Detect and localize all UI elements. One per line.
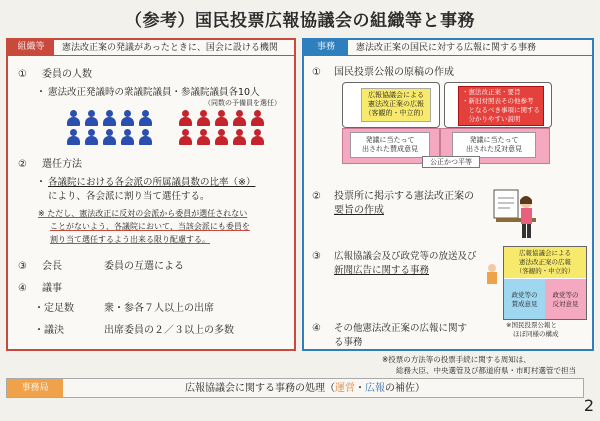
poster-caption-2: ほぼ同様の構成 xyxy=(513,330,559,338)
organization-tag: 組織等 xyxy=(8,40,54,55)
poster-caption-1: ※国民投票公報と xyxy=(506,321,557,329)
voter-illustration-icon xyxy=(492,188,540,240)
poster-oppose-section: 政党等の 反対意見 xyxy=(545,279,586,319)
section-2-line-1: 各議院における各会派の所属議員数の比率（※） xyxy=(48,177,256,188)
organization-header xyxy=(8,40,294,56)
quorum-label: ・定足数 xyxy=(34,303,74,314)
duty-1-text: 国民投票公報の原稿の作成 xyxy=(334,67,454,78)
duty-4-line-2: る事務 xyxy=(334,337,363,348)
duty-1-number: ① xyxy=(312,67,321,78)
duty-3-line-1: 広報協議会及び政党等の放送及び xyxy=(334,251,477,262)
page-number: 2 xyxy=(583,396,594,415)
amendment-summary-box: ・憲法改正案・要旨 ・新旧対照表その他参考 となるべき事項に関する 分かりやすい説明 xyxy=(458,86,544,126)
poster-support-section: 政党等の 賛成意見 xyxy=(504,279,545,319)
duty-2-line-2: 要旨の作成 xyxy=(334,205,384,216)
opposing-opinion-box: 発議に当たって 出された反対意見 xyxy=(452,132,536,158)
organization-panel xyxy=(6,38,296,351)
broadcast-icon xyxy=(482,262,502,288)
section-4-label: 議事 xyxy=(42,283,62,294)
section-1-bullet: ・ xyxy=(36,87,46,98)
organization-header-text: 憲法改正案の発議があったときに、国会に設ける機関 xyxy=(62,43,278,53)
secretariat-text: 広報協議会に関する事務の処理（運営・広報の補佐） xyxy=(185,383,425,394)
supporting-opinion-box: 発議に当たって 出された賛成意見 xyxy=(350,132,430,158)
resolution-text: 出席委員の２／３以上の多数 xyxy=(104,325,234,336)
section-2-number: ② xyxy=(18,159,27,170)
section-2-note-3: 割り当て選任するよう出来る限り配慮する。 xyxy=(50,235,210,244)
section-1-note: （同数の予備員を選任） xyxy=(204,99,281,107)
duty-3-line-2: 新聞広告に関する事務 xyxy=(334,265,430,276)
footnote-line-2: 総務大臣、中央選管及び都道府県・市町村選管で担当 xyxy=(396,366,576,375)
quorum-text: 衆・参各７人以上の出席 xyxy=(104,303,214,314)
resolution-label: ・議決 xyxy=(34,325,64,336)
duty-2-line-1: 投票所に掲示する憲法改正案の xyxy=(334,191,474,202)
poster-council-section: 広報協議会による 憲法改正案の広報 （客観的・中立的） xyxy=(504,247,586,278)
section-1-title: 委員の人数 xyxy=(42,69,92,80)
lower-house-members-icon xyxy=(66,110,166,150)
secretariat-tag: 事務局 xyxy=(7,379,63,397)
section-4-number: ④ xyxy=(18,283,27,294)
duty-4-line-1: その他憲法改正案の広報に関す xyxy=(334,323,468,334)
section-2-line-2: により、各会派に割り当て選任する。 xyxy=(48,191,210,202)
duties-header xyxy=(304,40,592,56)
upper-house-members-icon xyxy=(178,110,278,150)
section-1-text: 憲法改正発議時の衆議院議員・参議院議員各10人 xyxy=(48,87,260,98)
duty-3-number: ③ xyxy=(312,251,321,262)
footnote-line-1: ※投票の方法等の投票手続に関する周知は、 xyxy=(382,355,531,364)
section-2-note-2: ことがないよう、各議院において、当該会派にも委員を xyxy=(50,222,250,231)
section-2-note-1: ※ ただし、憲法改正に反対の会派から委員が選任されない xyxy=(38,209,248,218)
section-3-text: 委員の互選による xyxy=(104,261,184,272)
fairness-label: 公正かつ平等 xyxy=(422,156,480,168)
duty-2-number: ② xyxy=(312,191,321,202)
duties-header-text: 憲法改正案の国民に対する広報に関する事務 xyxy=(356,43,537,53)
section-2-title: 選任方法 xyxy=(42,159,82,170)
section-3-number: ③ xyxy=(18,261,27,272)
duty-4-number: ④ xyxy=(312,323,321,334)
duties-tag: 事務 xyxy=(304,40,348,55)
page-title: （参考）国民投票広報協議会の組織等と事務 xyxy=(125,11,475,31)
secretariat-bar xyxy=(6,378,584,398)
section-2-bullet: ・ xyxy=(36,177,46,188)
section-1-number: ① xyxy=(18,69,27,80)
section-3-label: 会長 xyxy=(42,261,62,272)
council-publicity-box: 広報協議会による 憲法改正案の広報 （客観的・中立的） xyxy=(361,88,431,122)
